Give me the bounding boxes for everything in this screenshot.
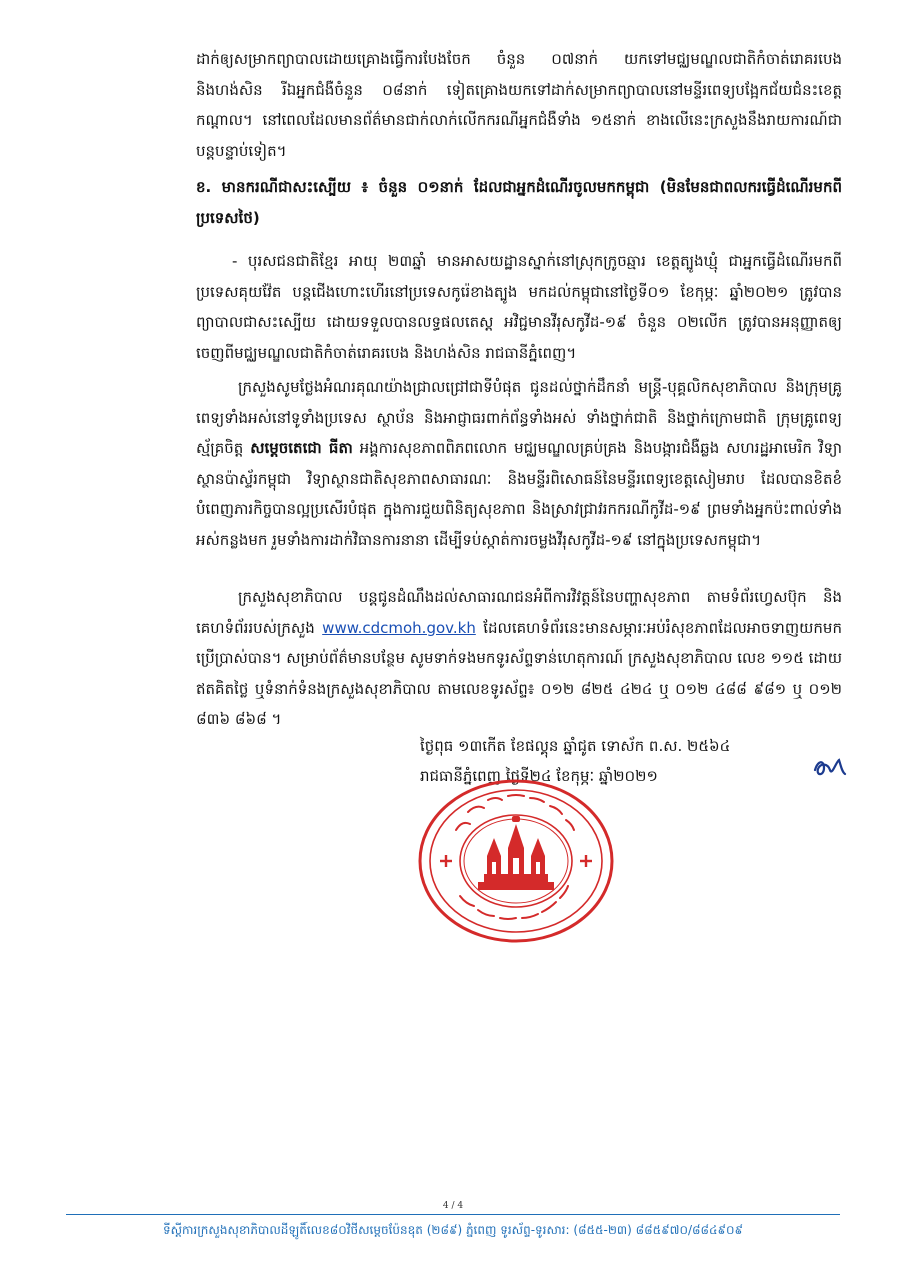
lunar-date: ថ្ងៃពុធ ១៣កើត ខែផល្គុន ឆ្នាំជូត ទោស័ក ព.ស. ២៥៦៤: [420, 737, 731, 755]
page-number: 4 / 4: [442, 1201, 464, 1211]
signature-icon: [812, 756, 848, 780]
paragraph-gratitude: [196, 372, 842, 555]
footer-address: ទីស្តីការក្រសួងសុខាភិបាលដីឡូតិ៍លេខ៨០វិថីសម្តេចប៉ែនឧុត (២៨៩) ភ្នំពេញ ទូរស័ព្ទ-ទូរសារ: (៨៥៥-២៣) ៨៨៥៩៧០/៨៨៤៩០៩: [162, 1223, 744, 1237]
gratitude-text-start: ក្រសួងសូមថ្លែងអំណរគុណយ៉ាងជ្រាលជ្រៅជាទីបំផុត ជូនដល់ថ្នាក់ដឹកនាំ មន្ត្រី-បុគ្គលិកសុខាភិបាល និងក្រុមគ្រូពេទ្យទាំងអស់នៅទូទាំងប្រទេស ស្ថាប័ន និងអាជ្ញាធរពាក់ព័ន្ធទាំងអស់ ទាំងថ្នាក់ជាតិ និងថ្នាក់ក្រោមជាតិ ក្រុមគ្រូពេទ្យស្ម័គ្រចិត្ត: [196, 378, 842, 457]
solar-date: រាជធានីភ្នំពេញ ថ្ងៃទី២៤ ខែកុម្ភៈ ឆ្នាំ២០២១: [420, 767, 658, 785]
angkor-seal-icon: [416, 778, 616, 944]
gratitude-text-end: អង្គការសុខភាពពិភពលោក មជ្ឈមណ្ឌលគ្រប់គ្រង និងបង្ការជំងឺឆ្លង សហរដ្ឋអាមេរិក វិទ្យាស្ថានប៉ាស្ទ័រកម្ពុជា វិទ្យាស្ថានជាតិសុខភាពសាធារណៈ និងមន្ទីរពិសោធន៍នៃមន្ទីរពេទ្យខេត្តសៀមរាប ដែលបានខិតខំបំពេញភារកិច្ចបានល្អប្រសើរបំផុត ក្នុងការជួយពិនិត្យសុខភាព និងស្រាវជ្រាវរកករណីកូវីដ-១៩ ព្រមទាំងអ្នកប៉ះពាល់ទាំងអស់កន្លងមក រួមទាំងការដាក់វិធានការនានា ដើម្បីទប់ស្កាត់ការចម្លងវីរុសកូវីដ-១៩ នៅក្នុងប្រទេសកម្ពុជា។: [196, 439, 842, 549]
paragraph-admission-plan: ដាក់ឲ្យសម្រាកព្យាបាលដោយគ្រោងធ្វើការបែងចែក ចំនួន ០៧នាក់ យកទៅមជ្ឈមណ្ឌលជាតិកំចាត់រោគរបេង និងហង់សិន រីឯអ្នកជំងឺចំនួន ០៨នាក់ ទៀតគ្រោងយកទៅដាក់សម្រាកព្យាបាលនៅមន្ទីរពេទ្យបង្អែកជ័យជំនះខេត្តកណ្តាល។ នៅពេលដែលមានព័ត៌មានជាក់លាក់លើកករណីអ្នកជំងឺទាំង ១៥នាក់ ខាងលើនេះក្រសួងនឹងរាយការណ៍ជាបន្តបន្ទាប់ទៀត។: [196, 50, 842, 160]
website-link[interactable]: www.cdcmoh.gov.kh: [322, 618, 476, 637]
information-text-end: ដែលគេហទំព័រនេះមានសម្ភារៈអប់រំសុខភាពដែលអាចទាញយកមកប្រើប្រាស់បាន។ សម្រាប់ព័ត៌មានបន្ថែម សូមទាក់ទងមកទូរស័ព្ទទាន់ហេតុការណ៍ ក្រសួងសុខាភិបាល លេខ ១១៥ ដោយឥតគិតថ្លៃ ឬទំនាក់ទំនងក្រសួងសុខាភិបាល តាមលេខទូរស័ព្ទ៖ ០១២ ៨២៥ ៤២៤ ឬ ០១២ ៤៨៨ ៩៨១ ឬ ០១២ ៨៣៦ ៨៦៨ ។: [196, 618, 842, 728]
footer-divider: [66, 1214, 840, 1215]
section-heading-recovered: ខ. មានករណីជាសះស្បើយ ៖ ចំនួន ០១នាក់ ដែលជាអ្នកដំណើរចូលមកកម្ពុជា (មិនមែនជាពលករធ្វើដំណើរមកពីប្រទេសថៃ): [196, 178, 842, 227]
paragraph-recovered-case: - បុរសជនជាតិខ្មែរ អាយុ ២៣ឆ្នាំ មានអាសយដ្ឋានស្នាក់នៅស្រុកក្រូចឆ្មារ ខេត្តត្បូងឃ្មុំ ជាអ្នកធ្វើដំណើរមកពីប្រទេសគុយវ៉ែត បន្តជើងហោះហើរនៅប្រទេសកូរ៉េខាងត្បូង មកដល់កម្ពុជានៅថ្ងៃទី០១ ខែកុម្ភៈ ឆ្នាំ២០២១ ត្រូវបានព្យាបាលជាសះស្បើយ ដោយទទួលបានលទ្ធផលតេស្ត អវិជ្ជមានវីរុសកូវីដ-១៩ ចំនួន ០២លើក ត្រូវបានអនុញ្ញាតឲ្យចេញពីមជ្ឈមណ្ឌលជាតិកំចាត់រោគរបេង និងហង់សិន រាជធានីភ្នំពេញ។: [196, 252, 842, 362]
gratitude-strong-name: សម្តេចតេជោ ធីតា: [250, 439, 353, 457]
paragraph-information: [196, 582, 842, 735]
information-text-start: ក្រសួងសុខាភិបាល បន្តជូនដំណឹងដល់សាធារណជនអំពីការវិវត្តន៍នៃបញ្ហាសុខភាព តាមទំព័រហ្វេសប៊ុក និងគេហទំព័ររបស់ក្រសួង: [196, 588, 842, 637]
